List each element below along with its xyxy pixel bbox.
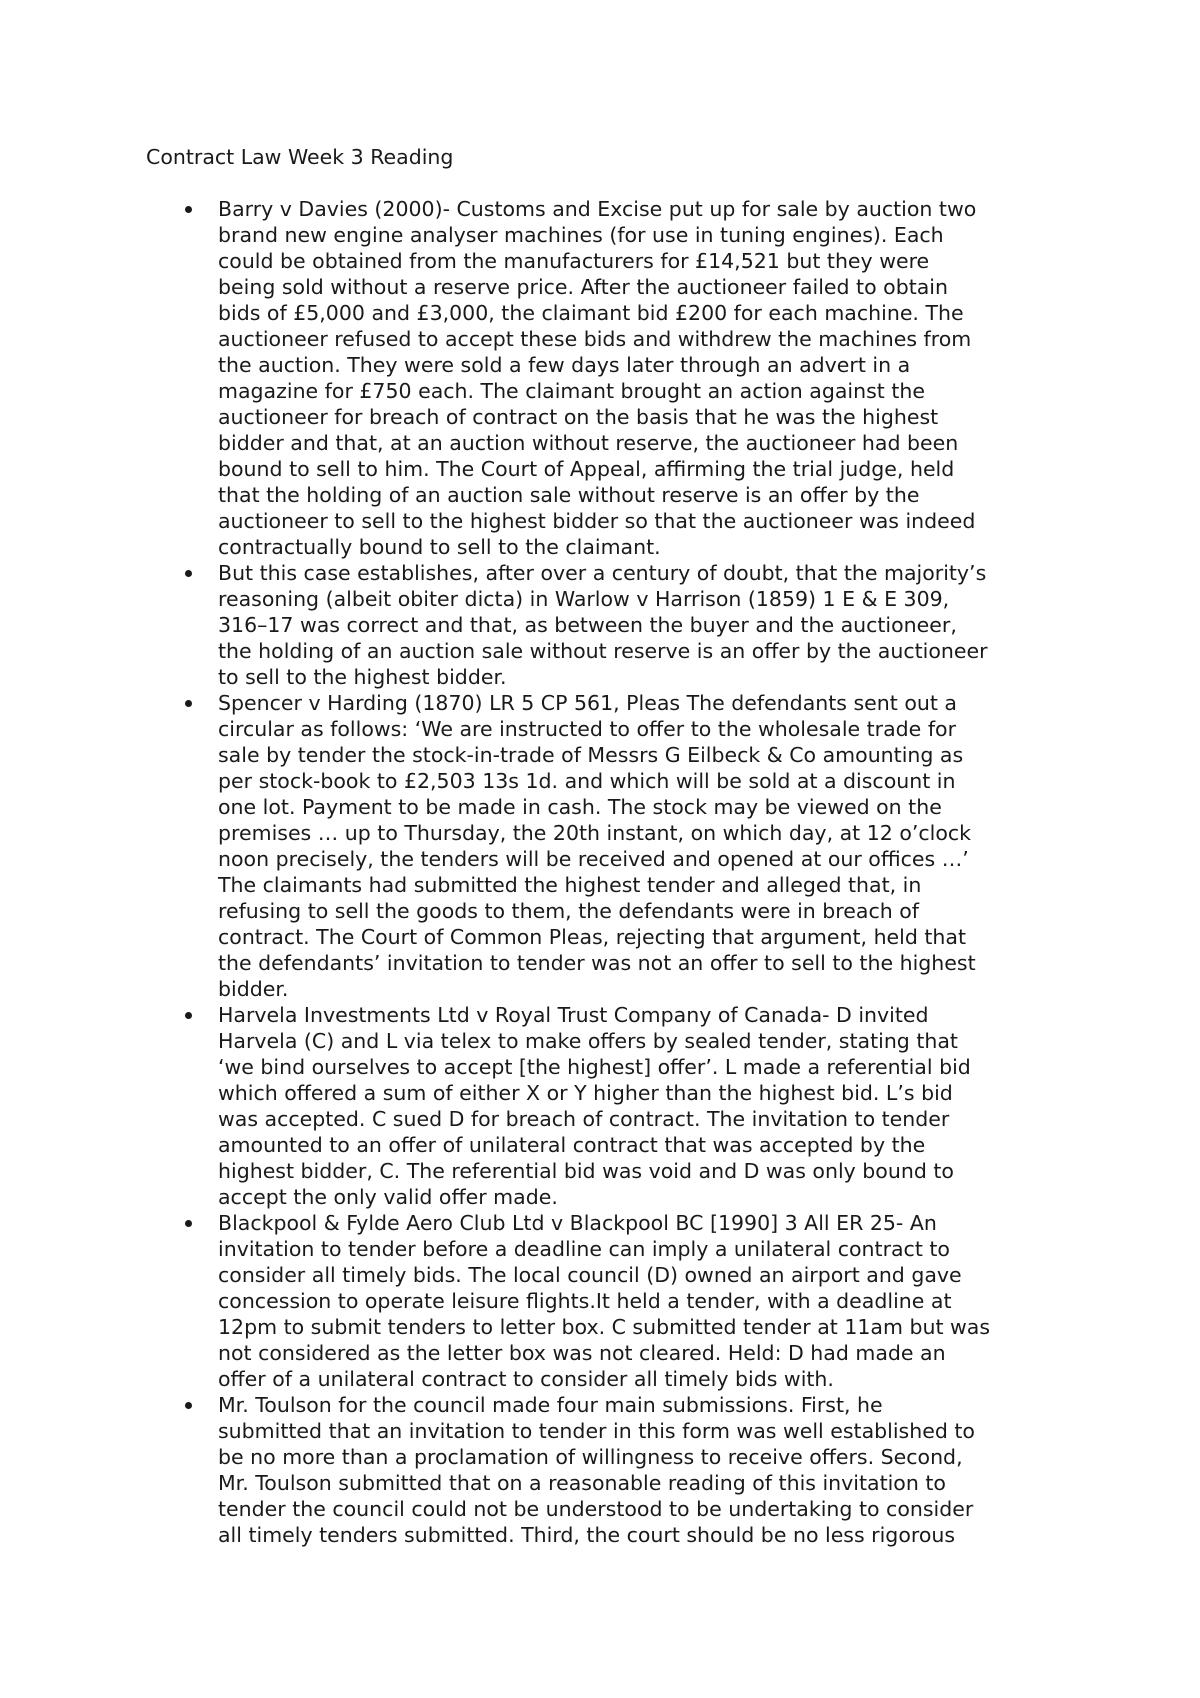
text-line: offer of a unilateral contract to consider all timely bids with. (218, 1367, 834, 1391)
text-line: the auction. They were sold a few days later through an advert in a (218, 353, 911, 377)
list-item-text (218, 196, 1066, 560)
text-line: was accepted. C sued D for breach of contract. The invitation to tender (218, 1107, 950, 1131)
list-item (146, 1210, 1066, 1392)
text-line: which offered a sum of either X or Y higher than the highest bid. L’s bid (218, 1081, 953, 1105)
text-line: per stock-book to £2,503 13s 1d. and which will be sold at a discount in (218, 769, 956, 793)
text-line: contractually bound to sell to the claimant. (218, 535, 661, 559)
text-line: to sell to the highest bidder. (218, 665, 507, 689)
text-line: noon precisely, the tenders will be received and opened at our offices …’ (218, 847, 969, 871)
text-line: circular as follows: ‘We are instructed to offer to the wholesale trade for (218, 717, 956, 741)
text-line: ‘we bind ourselves to accept [the highest] offer’. L made a referential bid (218, 1055, 971, 1079)
text-line: highest bidder, C. The referential bid was void and D was only bound to (218, 1159, 954, 1183)
text-line: accept the only valid offer made. (218, 1185, 558, 1209)
list-item-text (218, 1392, 1066, 1548)
text-line: Mr. Toulson for the council made four main submissions. First, he (218, 1393, 883, 1417)
text-line: tender the council could not be understood to be undertaking to consider (218, 1497, 974, 1521)
list-item-text (218, 1210, 1066, 1392)
text-line: Harvela (C) and L via telex to make offers by sealed tender, stating that (218, 1029, 958, 1053)
text-line: brand new engine analyser machines (for use in tuning engines). Each (218, 223, 944, 247)
text-line: refusing to sell the goods to them, the defendants were in breach of (218, 899, 920, 923)
text-line: sale by tender the stock-in-trade of Messrs G Eilbeck & Co amounting as (218, 743, 964, 767)
text-line: all timely tenders submitted. Third, the court should be no less rigorous (218, 1523, 956, 1547)
list-item (146, 690, 1066, 1002)
text-line: Blackpool & Fylde Aero Club Ltd v Blackpool BC [1990] 3 All ER 25- An (218, 1211, 937, 1235)
text-line: bids of £5,000 and £3,000, the claimant bid £200 for each machine. The (218, 301, 964, 325)
text-line: could be obtained from the manufacturers for £14,521 but they were (218, 249, 930, 273)
text-line: Harvela Investments Ltd v Royal Trust Company of Canada- D invited (218, 1003, 929, 1027)
text-line: Mr. Toulson submitted that on a reasonable reading of this invitation to (218, 1471, 946, 1495)
list-item (146, 1392, 1066, 1548)
text-line: concession to operate leisure flights.It held a tender, with a deadline at (218, 1289, 952, 1313)
text-line: amounted to an offer of unilateral contract that was accepted by the (218, 1133, 926, 1157)
text-line: be no more than a proclamation of willingness to receive offers. Second, (218, 1445, 963, 1469)
text-line: invitation to tender before a deadline can imply a unilateral contract to (218, 1237, 950, 1261)
bullet-dot-icon (185, 1220, 192, 1227)
text-line: 316–17 was correct and that, as between the buyer and the auctioneer, (218, 613, 957, 637)
text-line: consider all timely bids. The local council (D) owned an airport and gave (218, 1263, 962, 1287)
text-line: bound to sell to him. The Court of Appeal, affirming the trial judge, held (218, 457, 955, 481)
text-line: auctioneer for breach of contract on the basis that he was the highest (218, 405, 939, 429)
list-item (146, 560, 1066, 690)
text-line: Barry v Davies (2000)- Customs and Excise put up for sale by auction two (218, 197, 977, 221)
text-line: the holding of an auction sale without reserve is an offer by the auctioneer (218, 639, 988, 663)
text-line: that the holding of an auction sale without reserve is an offer by the (218, 483, 920, 507)
text-line: The claimants had submitted the highest tender and alleged that, in (218, 873, 922, 897)
text-line: contract. The Court of Common Pleas, rejecting that argument, held that (218, 925, 967, 949)
text-line: bidder and that, at an auction without reserve, the auctioneer had been (218, 431, 959, 455)
text-line: Spencer v Harding (1870) LR 5 CP 561, Pleas The defendants sent out a (218, 691, 957, 715)
text-line: one lot. Payment to be made in cash. The stock may be viewed on the (218, 795, 942, 819)
text-line: submitted that an invitation to tender in this form was well established to (218, 1419, 975, 1443)
bullet-dot-icon (185, 1012, 192, 1019)
text-line: auctioneer to sell to the highest bidder so that the auctioneer was indeed (218, 509, 976, 533)
document-title: Contract Law Week 3 Reading (146, 145, 454, 169)
text-line: But this case establishes, after over a century of doubt, that the majority’s (218, 561, 987, 585)
list-item-text (218, 560, 1066, 690)
text-line: being sold without a reserve price. After the auctioneer failed to obtain (218, 275, 948, 299)
text-line: the defendants’ invitation to tender was not an offer to sell to the highest (218, 951, 976, 975)
list-item-text (218, 690, 1066, 1002)
text-line: 12pm to submit tenders to letter box. C submitted tender at 11am but was (218, 1315, 991, 1339)
text-line: not considered as the letter box was not cleared. Held: D had made an (218, 1341, 946, 1365)
bullet-dot-icon (185, 206, 192, 213)
text-line: auctioneer refused to accept these bids and withdrew the machines from (218, 327, 972, 351)
list-item (146, 1002, 1066, 1210)
text-line: reasoning (albeit obiter dicta) in Warlow v Harrison (1859) 1 E & E 309, (218, 587, 950, 611)
text-line: premises … up to Thursday, the 20th instant, on which day, at 12 o’clock (218, 821, 972, 845)
text-line: bidder. (218, 977, 289, 1001)
text-line: magazine for £750 each. The claimant brought an action against the (218, 379, 925, 403)
bullet-list (146, 196, 1066, 1548)
bullet-dot-icon (185, 1402, 192, 1409)
bullet-dot-icon (185, 570, 192, 577)
bullet-dot-icon (185, 700, 192, 707)
list-item-text (218, 1002, 1066, 1210)
list-item (146, 196, 1066, 560)
